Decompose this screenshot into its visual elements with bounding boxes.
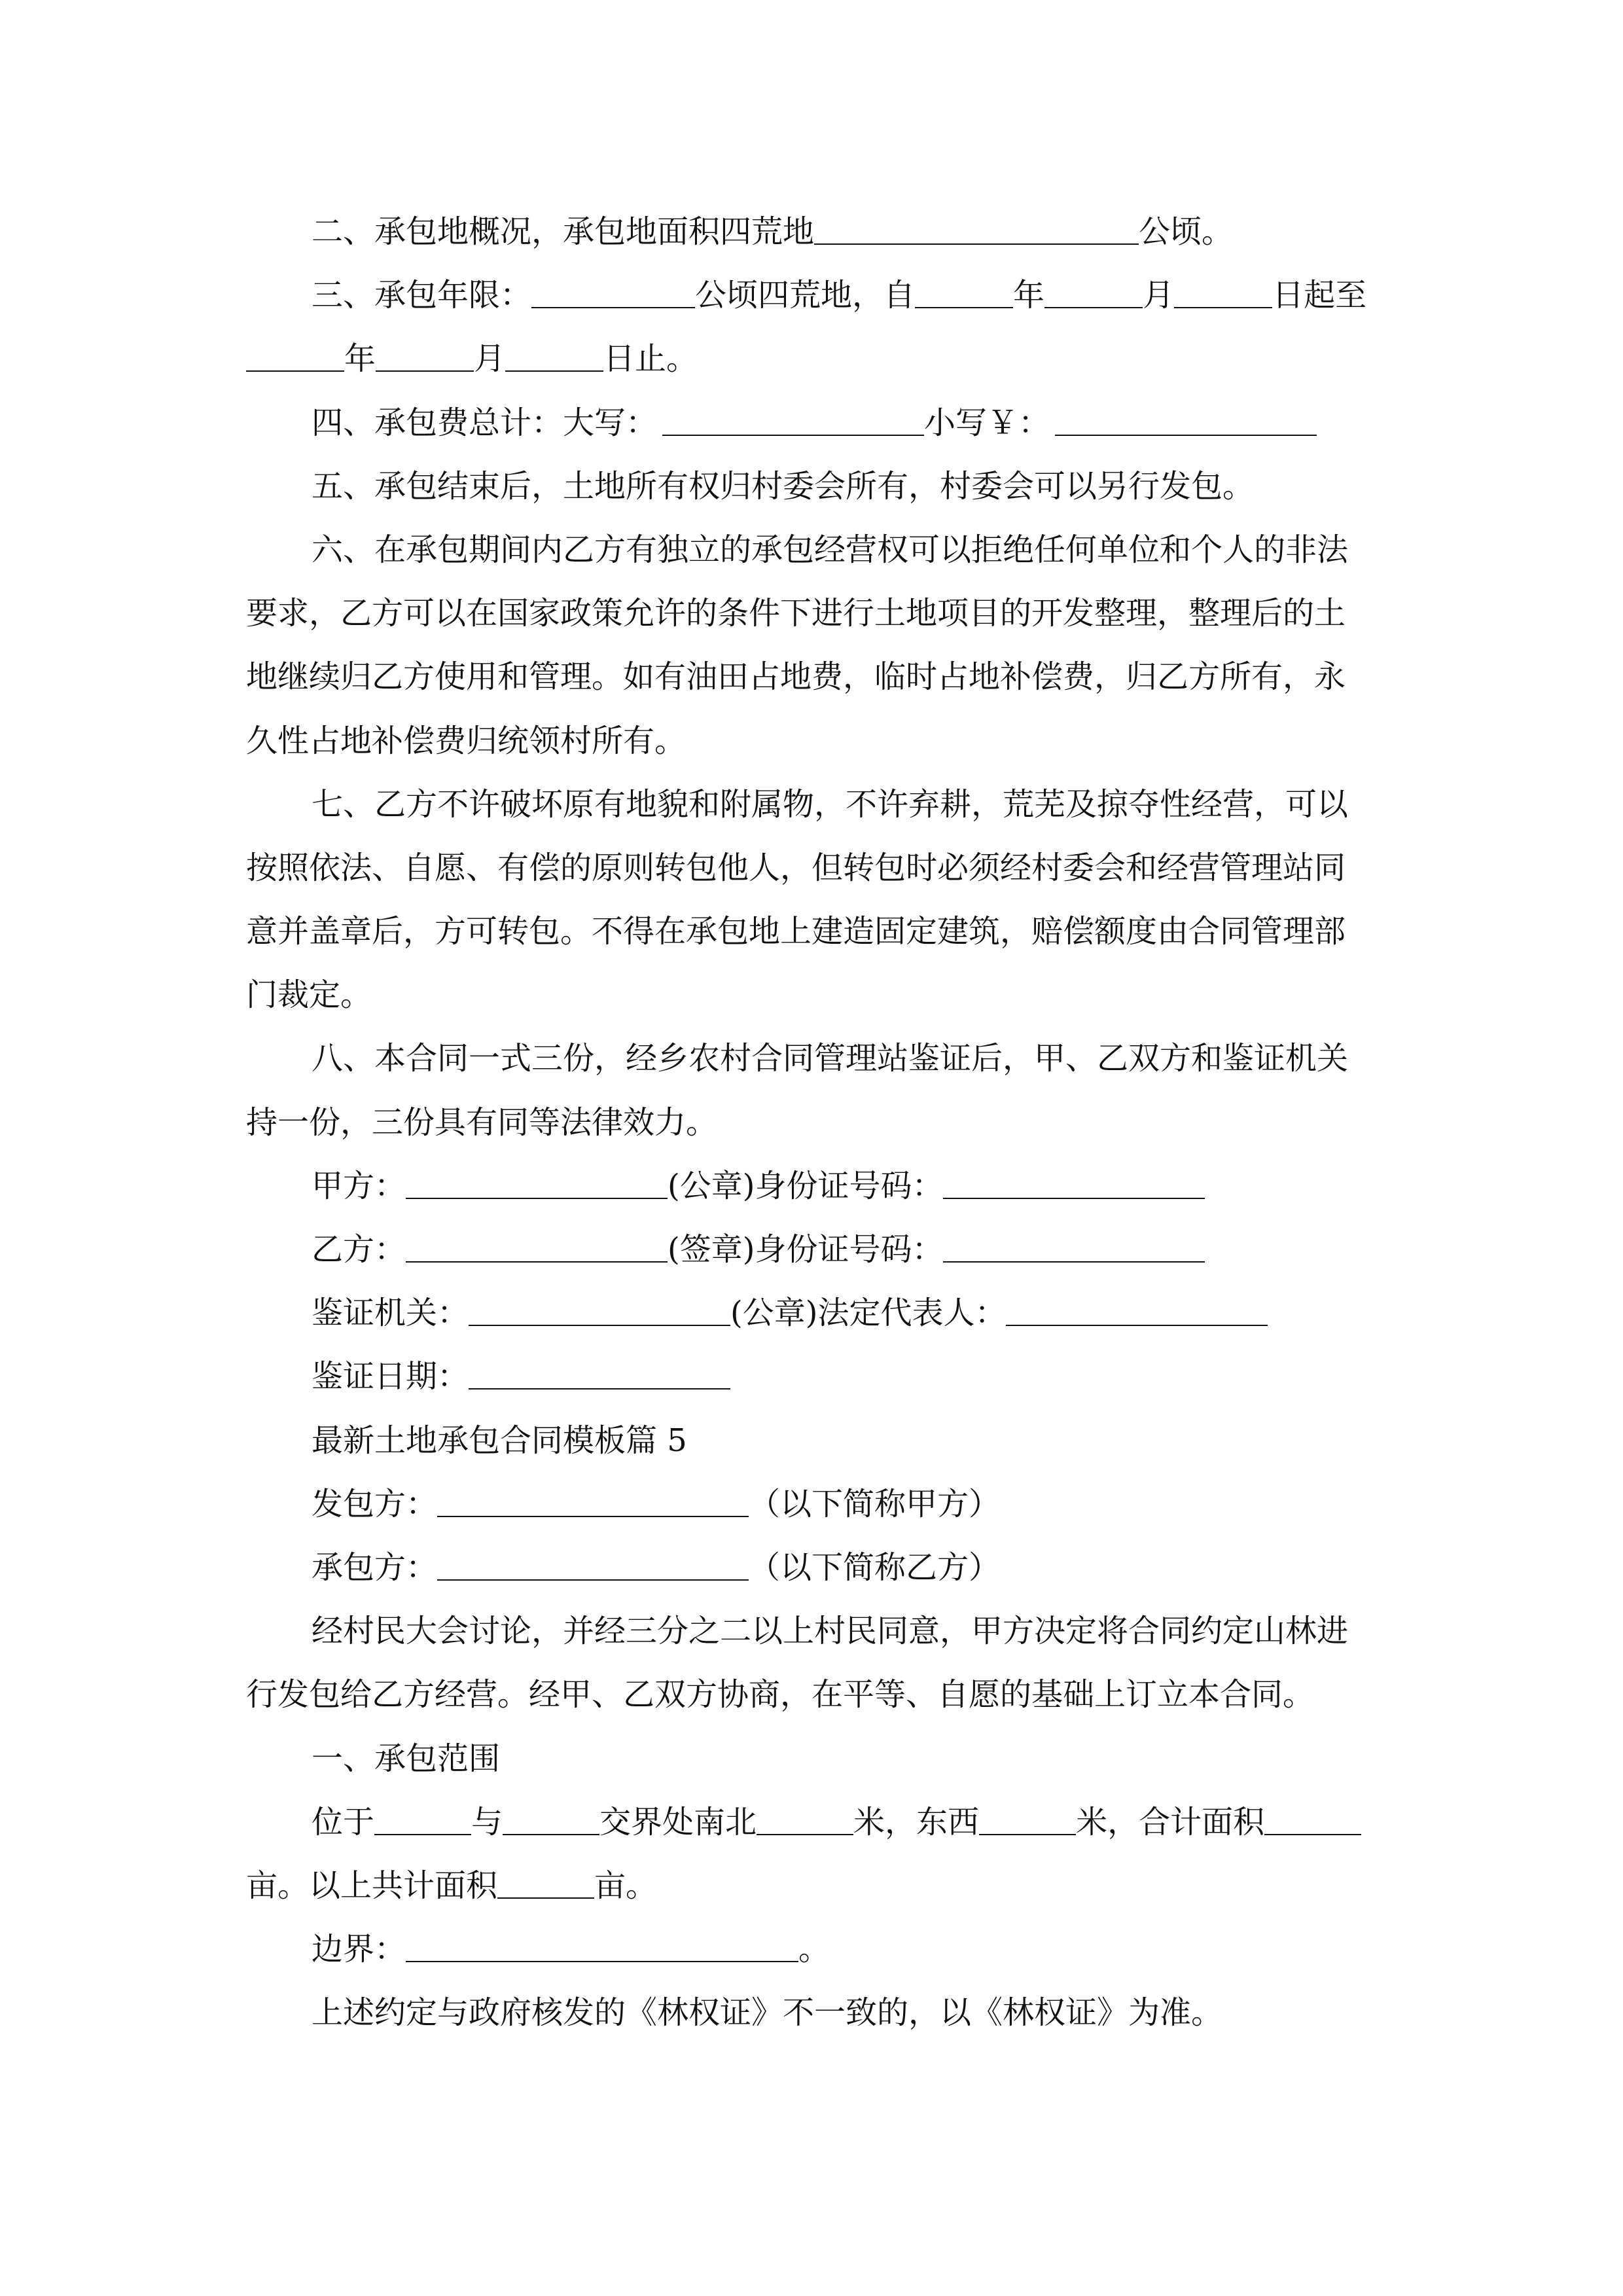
clause-8-line-2: 持一份，三份具有同等法律效力。 [246,1103,718,1141]
month-label: 月 [1143,277,1175,314]
year-label: 年 [1013,277,1045,314]
clause-7-line-3: 意并盖章后，方可转包。不得在承包地上建造固定建筑，赔偿额度由合同管理部 [246,913,1346,950]
legal-rep-label: (公章)法定代表人： [730,1295,1007,1332]
notary-org-blank [469,1299,730,1326]
party-b-label: 乙方： [312,1231,406,1268]
east-west-label: 米，东西 [853,1803,980,1840]
clause-3-line-1 [246,264,1377,327]
clause-7-line-2: 按照依法、自愿、有偿的原则转包他人，但转包时必须经村委会和经营管理站同 [246,849,1346,886]
party-a-blank [406,1172,668,1199]
clause-3-text: 三、承包年限： [312,277,532,314]
sum-area-blank [497,1871,594,1899]
notary-date-blank [469,1362,730,1390]
intro-line-2: 行发包给乙方经营。经甲、乙双方协商，在平等、自愿的基础上订立本合同。 [246,1676,1315,1713]
clause-4-text: 四、承包费总计：大写： [312,404,658,441]
term-area-blank [531,281,695,308]
period: 。 [798,1931,830,1968]
start-month-blank [1044,281,1143,308]
party-a-signature [246,1155,1377,1218]
notary-date [246,1345,1377,1408]
year-label: 年 [344,340,376,378]
clause-6-line-4: 久性占地补偿费归统领村所有。 [246,722,687,759]
legal-rep-blank [1006,1299,1268,1326]
clause-6-line-1: 六、在承包期间内乙方有独立的承包经营权可以拒绝任何单位和个人的非法 [312,531,1349,568]
start-day-blank [1174,281,1272,308]
boundary-line [246,1918,1377,1981]
party-b-id-blank [943,1235,1205,1263]
from-label: 日起至 [1272,277,1367,314]
scope-line-2 [246,1854,1377,1918]
unit-text: 公顷。 [1139,213,1234,250]
contractor-label: 承包方： [312,1549,438,1586]
boundary-blank [406,1935,798,1962]
location-a-blank [374,1808,471,1835]
contract-page [246,200,1377,2045]
clause-5: 五、承包结束后，土地所有权归村委会所有，村委会可以另行发包。 [312,467,1255,505]
sum-area-label: 亩。以上共计面积 [246,1867,498,1904]
issuer-label: 发包方： [312,1485,438,1522]
clause-3-line-2 [246,327,1377,391]
issuer-note: （以下简称甲方） [749,1485,1001,1522]
fee-figure-label: 小写￥： [924,404,1050,441]
clause-8-line-1: 八、本合同一式三份，经乡农村合同管理站鉴证后，甲、乙双方和鉴证机关 [312,1040,1349,1077]
section-heading: 最新土地承包合同模板篇 5 [312,1422,687,1459]
north-south-label: 交界处南北 [599,1803,757,1840]
start-year-blank [915,281,1013,308]
clause-7-line-1: 七、乙方不许破坏原有地貌和附属物，不许弃耕，荒芜及掠夺性经营，可以 [312,785,1349,823]
area-blank [814,217,1139,245]
party-b-blank [406,1235,668,1263]
issuer-line [246,1473,1377,1536]
fee-figure-blank [1055,408,1317,436]
notary-org [246,1282,1377,1345]
issuer-blank [437,1490,749,1517]
boundary-label: 边界： [312,1931,406,1968]
fee-words-blank [662,408,924,436]
notary-org-label: 鉴证机关： [312,1295,469,1332]
location-label: 位于 [312,1803,375,1840]
total-area-label: 米，合计面积 [1076,1803,1265,1840]
end-day-blank [505,344,603,372]
sign-id-label: (签章)身份证号码： [668,1231,944,1268]
contractor-note: （以下简称乙方） [749,1549,1001,1586]
east-west-blank [979,1808,1076,1835]
clause-6-line-3: 地继续归乙方使用和管理。如有油田占地费，临时占地补偿费，归乙方所有，永 [246,658,1346,696]
until-label: 日止。 [603,340,698,378]
end-month-blank [376,344,474,372]
end-year-blank [246,344,344,372]
location-b-blank [503,1808,599,1835]
clause-3-text-2: 公顷四荒地，自 [695,277,916,314]
scope-line-1 [246,1791,1377,1854]
party-b-signature [246,1218,1377,1282]
contractor-blank [437,1553,749,1581]
clause-2-text: 二、承包地概况，承包地面积四荒地 [312,213,815,250]
clause-2 [246,200,1377,264]
clause-4 [246,391,1377,455]
clause-7-line-4: 门裁定。 [246,977,372,1014]
scope-title: 一、承包范围 [312,1740,501,1777]
final-note: 上述约定与政府核发的《林权证》不一致的，以《林权证》为准。 [312,1994,1223,2032]
north-south-blank [757,1808,853,1835]
and-label: 与 [471,1803,503,1840]
intro-line-1: 经村民大会讨论，并经三分之二以上村民同意，甲方决定将合同约定山林进 [312,1613,1349,1650]
party-a-label: 甲方： [312,1167,406,1204]
clause-6-line-2: 要求，乙方可以在国家政策允许的条件下进行土地项目的开发整理，整理后的土 [246,595,1346,632]
month-label: 月 [474,340,506,378]
total-area-blank [1264,1808,1361,1835]
party-a-id-blank [943,1172,1205,1199]
mu-label: 亩。 [594,1867,658,1904]
contractor-line [246,1536,1377,1600]
seal-id-label: (公章)身份证号码： [668,1167,944,1204]
notary-date-label: 鉴证日期： [312,1358,469,1395]
